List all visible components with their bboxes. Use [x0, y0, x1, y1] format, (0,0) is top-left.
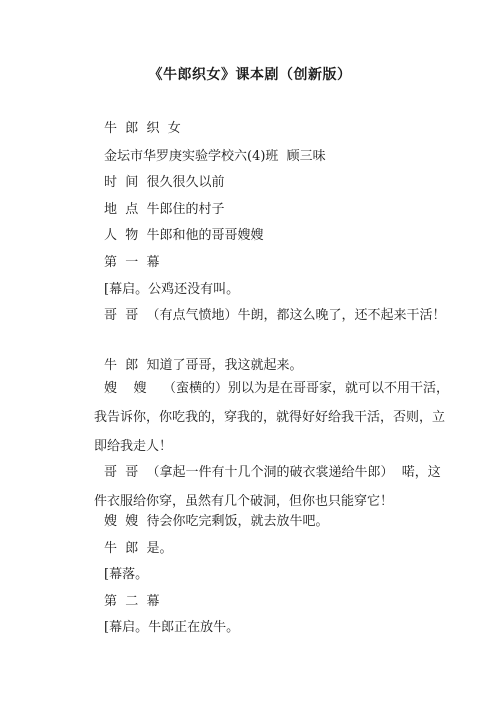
act-two-heading: 第 二 幕	[104, 594, 160, 609]
dialogue-line: 嫂 嫂 待会你吃完剩饭，就去放牛吧。	[104, 514, 329, 529]
dialogue-line: 哥 哥 （有点气愤地）牛朗，都这么晚了，还不起来干活！	[104, 308, 446, 323]
stage-direction-line: [幕启。公鸡还没有叫。	[104, 282, 240, 297]
paragraph-line: 件衣服给你穿，虽然有几个破洞，但你也只能穿它！	[94, 494, 394, 509]
paragraph-line: 哥 哥 （拿起一件有十几个洞的破衣裳递给牛郎） 喏，这	[104, 465, 441, 480]
play-name-line: 牛 郎 织 女	[104, 121, 181, 136]
paragraph-line: 我告诉你，你吃我的，穿我的，就得好好给我干活，否则，立	[94, 410, 446, 425]
author-line: 金坛市华罗庚实验学校六(4)班 顾三味	[104, 149, 326, 164]
characters-line: 人 物 牛郎和他的哥哥嫂嫂	[104, 228, 264, 243]
place-line: 地 点 牛郎住的村子	[104, 202, 225, 217]
act-one-heading: 第 一 幕	[104, 255, 160, 270]
dialogue-paragraph	[94, 374, 450, 461]
dialogue-paragraph	[94, 458, 441, 516]
dialogue-line: 牛 郎 是。	[104, 541, 173, 556]
dialogue-line: 牛 郎 知道了哥哥，我这就起来。	[104, 358, 303, 373]
paragraph-line: 即给我走人！	[94, 439, 173, 454]
time-line: 时 间 很久很久以前	[104, 175, 225, 190]
paragraph-line: 嫂 嫂 （蛮横的）别以为是在哥哥家，就可以不用干活，	[104, 381, 450, 396]
stage-direction-line: [幕落。	[104, 567, 149, 582]
document-title: 《牛郎织女》课本剧（创新版）	[148, 67, 352, 83]
stage-direction-line: [幕启。牛郎正在放牛。	[104, 620, 240, 635]
